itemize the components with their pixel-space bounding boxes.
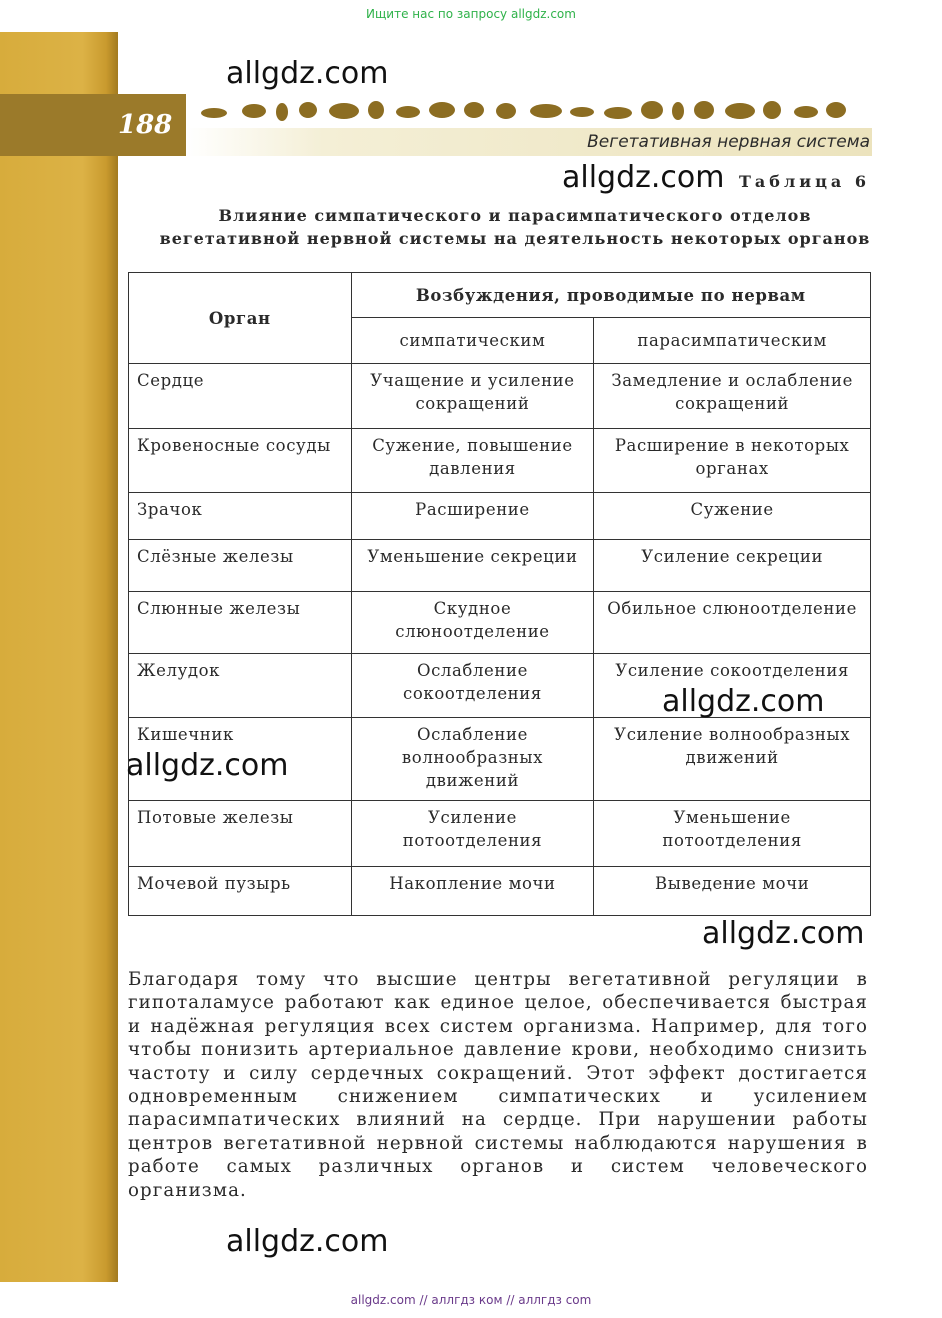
organ-cell: Кровеносные сосуды — [129, 429, 352, 493]
animal-silhouette — [368, 101, 384, 119]
animal-silhouette — [794, 106, 818, 118]
watermark: allgdz.com — [562, 160, 725, 195]
organ-cell: Сердце — [129, 364, 352, 429]
bottom-banner-links[interactable]: allgdz.com // аллгдз ком // аллгдз com — [350, 1293, 592, 1307]
animal-silhouette — [570, 107, 594, 117]
animal-silhouette — [464, 102, 484, 118]
animal-silhouette — [672, 102, 684, 120]
header-organ: Орган — [129, 273, 352, 364]
table-row — [129, 592, 871, 654]
animal-silhouette — [429, 102, 455, 118]
animal-silhouette — [604, 107, 632, 119]
organ-cell: Слёзные железы — [129, 540, 352, 592]
table-caption-line: вегетативной нервной системы на деятельность некоторых органов — [159, 229, 871, 248]
animal-silhouette — [763, 101, 781, 119]
animal-silhouette — [329, 103, 359, 119]
animal-silhouette — [299, 102, 317, 118]
parasympathetic-cell: Расширение в некоторых органах — [594, 429, 871, 493]
sympathetic-cell: Уменьшение секреции — [351, 540, 594, 592]
organ-cell: Мочевой пузырь — [129, 867, 352, 916]
organ-cell: Потовые железы — [129, 801, 352, 867]
sympathetic-cell: Учащение и усиление сокращений — [351, 364, 594, 429]
table-caption — [140, 204, 890, 250]
organ-cell: Зрачок — [129, 493, 352, 540]
parasympathetic-cell: Уменьшение потоотделения — [594, 801, 871, 867]
parasympathetic-cell: Выведение мочи — [594, 867, 871, 916]
animal-silhouette — [694, 101, 714, 119]
page-number: 188 — [118, 110, 173, 140]
parasympathetic-cell: Усиление волнообразных движений — [594, 718, 871, 801]
sympathetic-cell: Расширение — [351, 493, 594, 540]
table-caption-line: Влияние симпатического и парасимпатического отделов — [218, 206, 812, 225]
animal-silhouette — [396, 106, 420, 118]
page-spine — [0, 32, 118, 1282]
watermark: allgdz.com — [702, 916, 865, 951]
animal-silhouette — [201, 108, 227, 118]
sympathetic-cell: Накопление мочи — [351, 867, 594, 916]
sympathetic-cell: Ослабление сокоотделения — [351, 654, 594, 718]
animal-silhouette — [496, 103, 516, 119]
animal-silhouette — [242, 104, 266, 118]
organ-cell: Слюнные железы — [129, 592, 352, 654]
table-label: Таблица 6 — [739, 172, 870, 191]
sympathetic-cell: Скудное слюноотделение — [351, 592, 594, 654]
animal-silhouettes-decoration — [200, 96, 850, 126]
bottom-banner — [0, 1282, 942, 1318]
table-row — [129, 801, 871, 867]
organ-cell: Кишечник — [129, 718, 352, 801]
animal-silhouette — [276, 103, 288, 121]
animal-silhouette — [641, 101, 663, 119]
animal-silhouette — [826, 102, 846, 118]
watermark: allgdz.com — [662, 684, 825, 719]
chapter-title: Вегетативная нервная система — [587, 132, 870, 152]
header-sympathetic: симпатическим — [351, 318, 594, 364]
book-page — [0, 32, 942, 1282]
parasympathetic-cell: Усиление сокоотделения — [594, 654, 871, 718]
table-row — [129, 540, 871, 592]
parasympathetic-cell: Обильное слюноотделение — [594, 592, 871, 654]
table-row — [129, 493, 871, 540]
sympathetic-cell: Ослабление волнообразных движений — [351, 718, 594, 801]
top-banner-text[interactable]: Ищите нас по запросу allgdz.com — [366, 7, 576, 21]
sympathetic-cell: Сужение, повышение давления — [351, 429, 594, 493]
parasympathetic-cell: Сужение — [594, 493, 871, 540]
parasympathetic-cell: Усиление секреции — [594, 540, 871, 592]
animal-silhouette — [530, 104, 562, 118]
table-row — [129, 429, 871, 493]
sympathetic-cell: Усиление потоотделения — [351, 801, 594, 867]
header-group: Возбуждения, проводимые по нервам — [351, 273, 870, 318]
watermark: allgdz.com — [126, 748, 289, 783]
header-parasympathetic: парасимпатическим — [594, 318, 871, 364]
animal-silhouette — [725, 103, 755, 119]
organ-cell: Желудок — [129, 654, 352, 718]
parasympathetic-cell: Замедление и ослабление сокращений — [594, 364, 871, 429]
body-paragraph: Благодаря тому что высшие центры вегетативной регуляции в гипоталамусе работают как единое целое, обеспечивается быстрая и надёжная регуляция всех систем организма. Например, для того чтобы понизить артериальное давление крови, необходимо снизить частоту и силу сердечных сокращений. Этот эффект достигается одновременным снижением симпатических и усилением парасимпатических влияний на сердце. При нарушении работы центров вегетативной нервной системы наблюдаются нарушения в работе самых различных органов и систем человеческого организма. — [128, 969, 868, 1201]
watermark: allgdz.com — [226, 56, 389, 91]
table-row — [129, 364, 871, 429]
top-banner — [0, 0, 942, 32]
table-row — [129, 867, 871, 916]
watermark: allgdz.com — [226, 1224, 389, 1259]
organs-table — [128, 272, 871, 916]
